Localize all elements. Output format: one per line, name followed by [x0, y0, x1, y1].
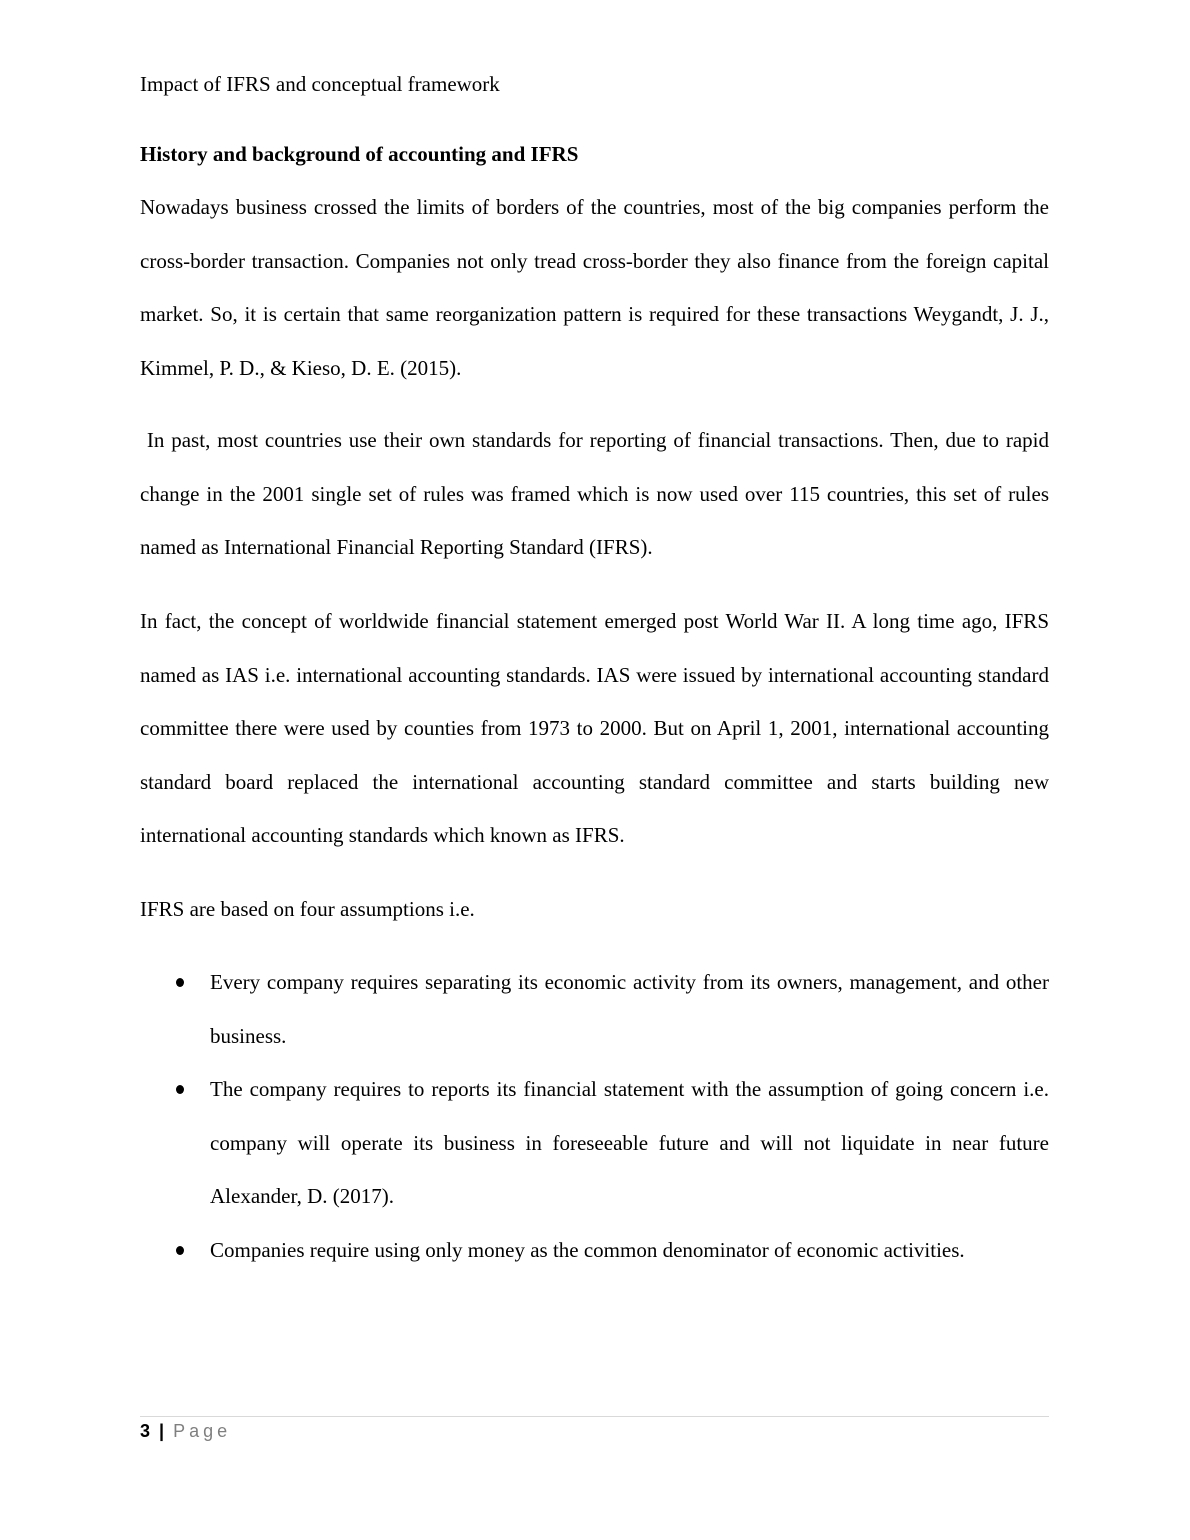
bullet-icon — [176, 1085, 184, 1094]
list-item-text: Every company requires separating its economic activity from its owners, management, and other business. — [210, 970, 1049, 1048]
page-separator: | — [159, 1421, 165, 1441]
page-label: Page — [173, 1421, 232, 1441]
bullet-icon — [176, 1246, 184, 1255]
list-item — [140, 1063, 1049, 1224]
list-item — [140, 1224, 1049, 1278]
page-footer — [140, 1419, 231, 1443]
list-item-text: Companies require using only money as the common denominator of economic activities. — [210, 1237, 965, 1262]
paragraph-history-ias: In fact, the concept of worldwide financial statement emerged post World War II. A long time ago, IFRS named as IAS i.e. international accounting standards. IAS were issued by international accounting standard committee there were used by counties from 1973 to 2000. But on April 1, 2001, international accounting standard board replaced the international accounting standard committee and starts building new international accounting standards which known as IFRS. — [140, 609, 1049, 848]
document-title: Impact of IFRS and conceptual framework — [140, 72, 500, 96]
paragraph-past-standards: In past, most countries use their own standards for reporting of financial transactions. Then, due to rapid change in the 2001 single set of rules was framed which is now used over 115 countries, this set of rules named as International Financial Reporting Standard (IFRS). — [140, 428, 1049, 560]
bullet-icon — [176, 978, 184, 987]
list-item-text: The company requires to reports its financial statement with the assumption of going concern i.e. company will operate its business in foreseeable future and will not liquidate in near future Alexander, D. (2017). — [210, 1077, 1049, 1209]
paragraph-assumptions-intro: IFRS are based on four assumptions i.e. — [140, 897, 475, 921]
footer-divider — [140, 1416, 1049, 1417]
paragraph-cross-border: Nowadays business crossed the limits of borders of the countries, most of the big companies perform the cross-border transaction. Companies not only tread cross-border they also finance from the foreign capital market. So, it is certain that same reorganization pattern is required for these transactions Weygandt, J. J., Kimmel, P. D., & Kieso, D. E. (2015). — [140, 195, 1049, 380]
section-heading: History and background of accounting and IFRS — [140, 142, 579, 166]
assumptions-list — [140, 956, 1049, 1278]
list-item — [140, 956, 1049, 1063]
page-number: 3 — [140, 1421, 151, 1441]
